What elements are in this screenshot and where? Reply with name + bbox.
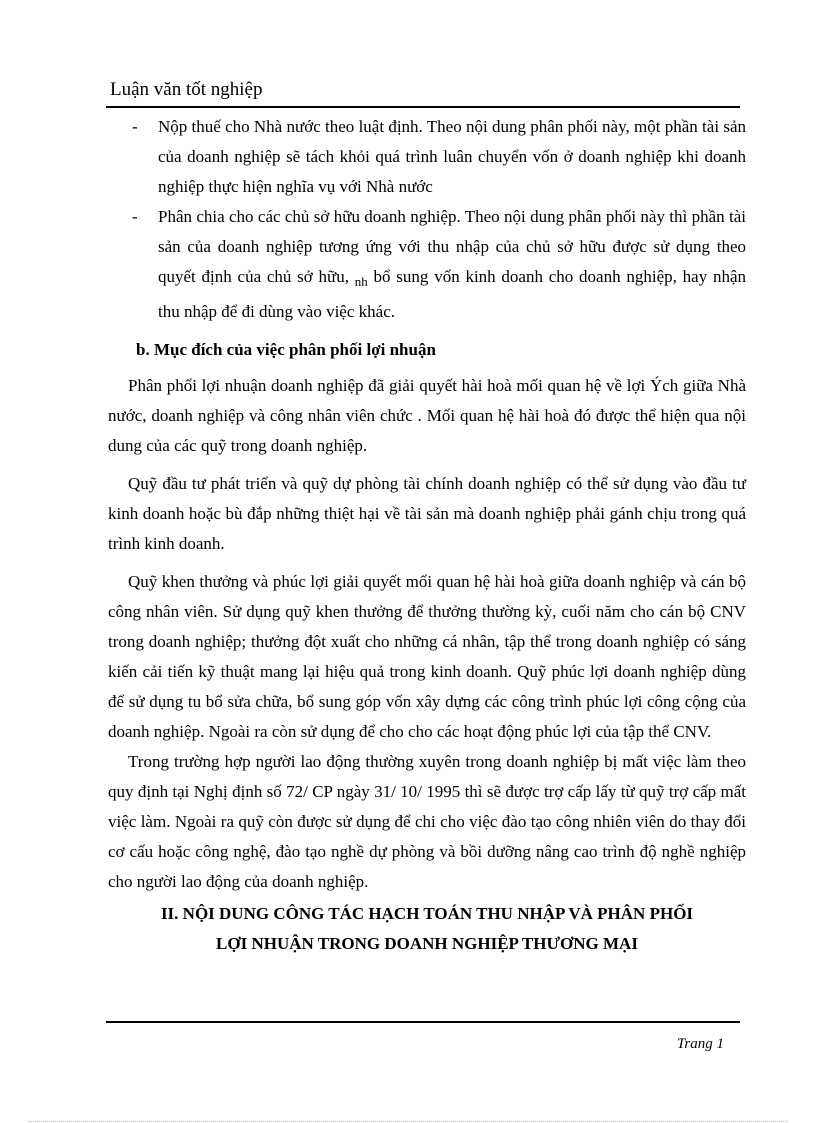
section-title-line2: LỢI NHUẬN TRONG DOANH NGHIỆP THƯƠNG MẠI (216, 934, 638, 953)
paragraph: Phân phối lợi nhuận doanh nghiệp đã giải quyết hài hoà mối quan hệ về lợi Ých giữa Nhà nước, doanh nghiệp và công nhân viên chức . Mối quan hệ hài hoà đó được thể hiện qua nội dung của các quỹ trong doanh nghiệp. (108, 376, 746, 455)
subsection-heading: b. Mục đích của việc phân phối lợi nhuận (136, 340, 436, 359)
page-footer (677, 1036, 724, 1053)
bullet-dash: - (132, 207, 138, 226)
page-number: Trang 1 (676, 1036, 724, 1052)
paragraph: Quỹ đầu tư phát triển và quỹ dự phòng tài chính doanh nghiệp có thể sử dụng vào đầu tư kinh doanh hoặc bù đắp những thiệt hại về tài sản mà doanh nghiệp phải gánh chịu trong quá trình kinh doanh. (108, 474, 746, 553)
bullet-text-fragment: nh (354, 274, 368, 289)
bullet-text: Phân chia cho các chủ sở hữu doanh nghiệp. Theo nội dung phân phối này thì phần tài sản của doanh nghiệp tương ứng với thu nhập của chủ sở hữu được sử dụng theo quyết định của chủ sở hữu, (158, 207, 746, 286)
bullet-dash: - (132, 117, 138, 136)
header-rule (106, 106, 740, 108)
bullet-text: Nộp thuế cho Nhà nước theo luật định. Theo nội dung phân phối này, một phần tài sản của doanh nghiệp sẽ tách khỏi quá trình luân chuyển vốn ở doanh nghiệp khi doanh nghiệp thực hiện nghĩa vụ với Nhà nước (158, 117, 746, 196)
page-edge-divider (28, 1121, 788, 1122)
document-body (108, 112, 746, 959)
section-title (108, 899, 746, 959)
paragraph: Quỹ khen thưởng và phúc lợi giải quyết mối quan hệ hài hoà giữa doanh nghiệp và cán bộ công nhân viên. Sử dụng quỹ khen thưởng để thưởng thường kỳ, cuối năm cho cán bộ CNV trong doanh nghiệp; thưởng đột xuất cho những cá nhân, tập thể trong doanh nghiệp có sáng kiến cải tiến kỹ thuật mang lại hiệu quả trong kinh doanh. Quỹ phúc lợi doanh nghiệp dùng để sử dụng tu bổ sửa chữa, bổ sung góp vốn xây dựng các công trình phúc lợi công cộng của doanh nghiệp. Ngoài ra còn sử dụng để cho cho các hoạt động phúc lợi của tập thể CNV. (108, 572, 746, 741)
bullet-item (108, 202, 746, 327)
bullet-text: bổ sung vốn kinh doanh cho doanh nghiệp, hay nhận thu nhập để đi dùng vào việc khác. (158, 267, 746, 321)
paragraph: Trong trường hợp người lao động thường xuyên trong doanh nghiệp bị mất việc làm theo quy định tại Nghị định số 72/ CP ngày 31/ 10/ 1995 thì sẽ được trợ cấp lấy từ quỹ trợ cấp mất việc làm. Ngoài ra quỹ còn được sử dụng để chi cho việc đào tạo công nhiên viên do thay đổi cơ cấu hoặc công nghệ, đào tạo nghề dự phòng và bồi dưỡng nâng cao trình độ nghề nghiệp cho người lao động của doanh nghiệp. (108, 752, 746, 891)
section-title-line1: II. NỘI DUNG CÔNG TÁC HẠCH TOÁN THU NHẬP VÀ PHÂN PHỐI (160, 904, 694, 923)
page-header (110, 78, 263, 102)
bullet-item (108, 112, 746, 202)
footer-rule (106, 1021, 740, 1023)
header-title: Luận văn tốt nghiệp (110, 79, 263, 100)
